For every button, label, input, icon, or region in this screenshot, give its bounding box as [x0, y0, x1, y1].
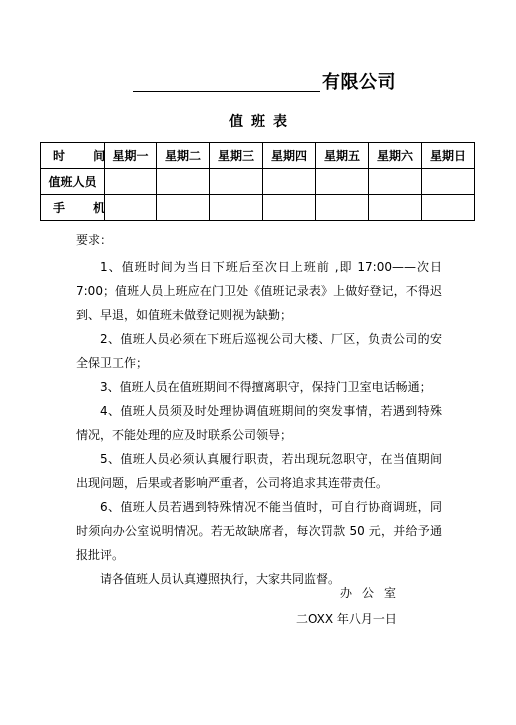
table-cell: [369, 195, 422, 221]
table-cell: [316, 169, 369, 195]
header-cell-wednesday: 星期三: [210, 143, 263, 169]
company-suffix: 有限公司: [322, 72, 396, 93]
table-cell: [263, 169, 316, 195]
requirement-item-4: 4、值班人员须及时处理协调值班期间的突发事情，若遇到特殊情况，不能处理的应及时联系公司领导；: [76, 404, 442, 442]
header-cell-thursday: 星期四: [263, 143, 316, 169]
company-name-blank-line: [133, 91, 320, 92]
closing-statement: 请各值班人员认真遵照执行，大家共同监督。: [100, 572, 341, 586]
table-cell: [422, 169, 475, 195]
table-cell: [105, 169, 157, 195]
row-label-duty-staff: 值班人员: [41, 169, 105, 195]
requirement-item-2: 2、值班人员必须在下班后巡视公司大楼、厂区，负责公司的安全保卫工作；: [76, 332, 442, 370]
header-cell-sunday: 星期日: [422, 143, 475, 169]
requirements-list: [76, 255, 442, 591]
table-row-phone: [41, 195, 475, 221]
table-cell: [422, 195, 475, 221]
table-cell: [210, 195, 263, 221]
signer-office: 办公室: [340, 586, 407, 600]
requirements-label: 要求：: [76, 233, 113, 247]
company-heading: [0, 66, 516, 100]
table-row-duty-staff: [41, 169, 475, 195]
table-cell: [369, 169, 422, 195]
duty-table: [40, 142, 475, 221]
header-cell-friday: 星期五: [316, 143, 369, 169]
table-cell: [316, 195, 369, 221]
header-cell-monday: 星期一: [105, 143, 157, 169]
requirement-item-5: 5、值班人员必须认真履行职责，若出现玩忽职守，在当值期间出现问题，后果或者影响严重者，公司将追求其连带责任。: [76, 452, 442, 490]
row-label-phone: 手 机: [41, 195, 105, 221]
document-title: 值班表: [229, 114, 295, 130]
requirement-item-3: 3、值班人员在值班期间不得擅离职守，保持门卫室电话畅通；: [100, 380, 432, 394]
table-cell: [210, 169, 263, 195]
header-cell-saturday: 星期六: [369, 143, 422, 169]
issue-date: 二OXX 年八月一日: [296, 612, 397, 626]
table-cell: [263, 195, 316, 221]
requirement-item-1: 1、值班时间为当日下班后至次日上班前 ,即 17:00——次日 7:00；值班人员上班应在门卫处《值班记录表》上做好登记，不得迟到、早退，如值班未做登记则视为缺勤；: [76, 260, 442, 322]
table-cell: [157, 195, 210, 221]
header-cell-time: 时 间: [41, 143, 105, 169]
requirement-item-6: 6、值班人员若遇到特殊情况不能当值时，可自行协商调班，同时须向办公室说明情况。若无故缺席者，每次罚款 50 元，并给予通报批评。: [76, 500, 442, 562]
header-cell-tuesday: 星期二: [157, 143, 210, 169]
table-cell: [157, 169, 210, 195]
table-header-row: [41, 143, 475, 169]
